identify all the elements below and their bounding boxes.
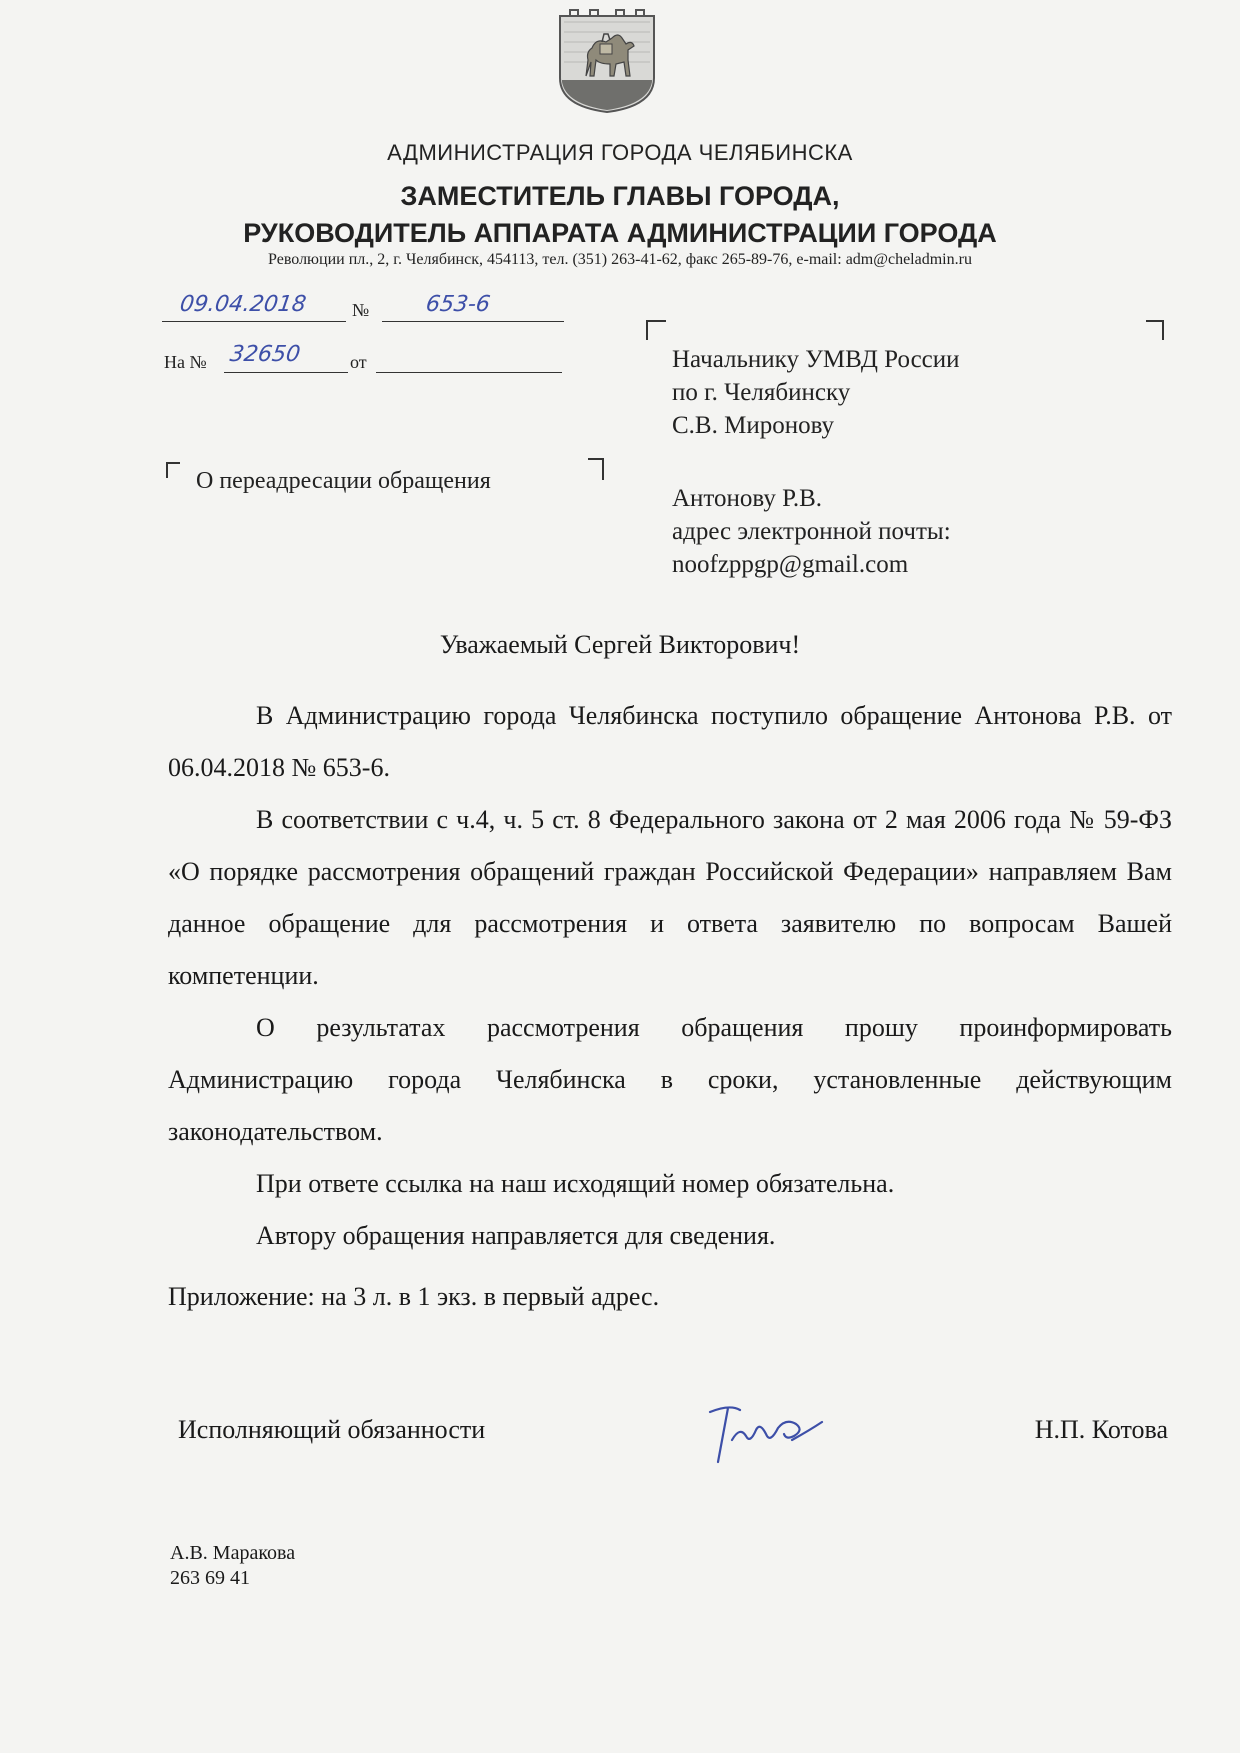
recipient-line-4: Антонову Р.В. xyxy=(672,485,823,512)
reply-date-label: от xyxy=(350,352,367,372)
chelyabinsk-coat-of-arms-icon xyxy=(556,8,658,114)
reply-date-underline xyxy=(376,372,562,373)
body-paragraph-2: В соответствии с ч.4, ч. 5 ст. 8 Федерального закона от 2 мая 2006 года № 59-ФЗ «О порядке рассмотрения обращений граждан Российской Федерации» направляем Вам данное обращение для рассмотрения и ответа заявителю по вопросам Вашей компетенции. xyxy=(168,805,1172,990)
recipient-line-1: Начальнику УМВД России xyxy=(672,346,960,373)
salutation: Уважаемый Сергей Викторович! xyxy=(439,630,801,659)
subject-bracket-left xyxy=(166,462,180,478)
body-paragraph-1: В Администрацию города Челябинска поступило обращение Антонова Р.В. от 06.04.2018 № 653-6. xyxy=(168,701,1172,782)
recipient-email: noofzppgp@gmail.com xyxy=(672,551,909,578)
signer-name: Н.П. Котова xyxy=(1034,1415,1168,1444)
recipient-line-3: С.В. Миронову xyxy=(672,412,835,439)
recipient-block xyxy=(672,343,960,581)
outgoing-date: 09.04.2018 xyxy=(178,292,308,317)
attachment-note: Приложение: на 3 л. в 1 экз. в первый адрес. xyxy=(168,1282,660,1311)
reply-number-label: На № xyxy=(164,352,207,372)
executor-phone: 263 69 41 xyxy=(170,1567,250,1589)
executor-info xyxy=(170,1541,295,1591)
handwritten-signature xyxy=(700,1400,830,1470)
body-paragraph-5: Автору обращения направляется для сведения. xyxy=(256,1221,776,1250)
organization-name: АДМИНИСТРАЦИЯ ГОРОДА ЧЕЛЯБИНСКА xyxy=(387,140,853,165)
recipient-bracket-right xyxy=(1146,320,1164,340)
date-underline xyxy=(162,321,346,322)
reply-number: 32650 xyxy=(228,342,302,367)
recipient-bracket-left xyxy=(646,320,666,340)
recipient-line-2: по г. Челябинску xyxy=(672,379,851,406)
contact-address: Революции пл., 2, г. Челябинск, 454113, тел. (351) 263-41-62, факс 265-89-76, e-mail: adm@cheladmin.ru xyxy=(268,251,972,268)
body-paragraph-3: О результатах рассмотрения обращения прошу проинформировать Администрацию города Челябинска в сроки, установленные действующим законодательством. xyxy=(168,1013,1172,1146)
recipient-line-5: адрес электронной почты: xyxy=(672,518,951,545)
letter-body xyxy=(168,690,1172,1262)
body-paragraph-4: При ответе ссылка на наш исходящий номер обязательна. xyxy=(256,1169,895,1198)
position-line-1: ЗАМЕСТИТЕЛЬ ГЛАВЫ ГОРОДА, xyxy=(400,181,840,211)
letter-subject: О переадресации обращения xyxy=(196,468,491,494)
official-position xyxy=(0,178,1240,252)
outgoing-number: 653-6 xyxy=(424,292,492,317)
signer-title: Исполняющий обязанности xyxy=(178,1415,486,1444)
reply-number-underline xyxy=(224,372,348,373)
number-underline xyxy=(382,321,564,322)
executor-name: А.В. Маракова xyxy=(170,1542,296,1564)
subject-bracket-right xyxy=(588,458,604,480)
position-line-2: РУКОВОДИТЕЛЬ АППАРАТА АДМИНИСТРАЦИИ ГОРОДА xyxy=(243,218,997,248)
number-label: № xyxy=(352,300,370,320)
